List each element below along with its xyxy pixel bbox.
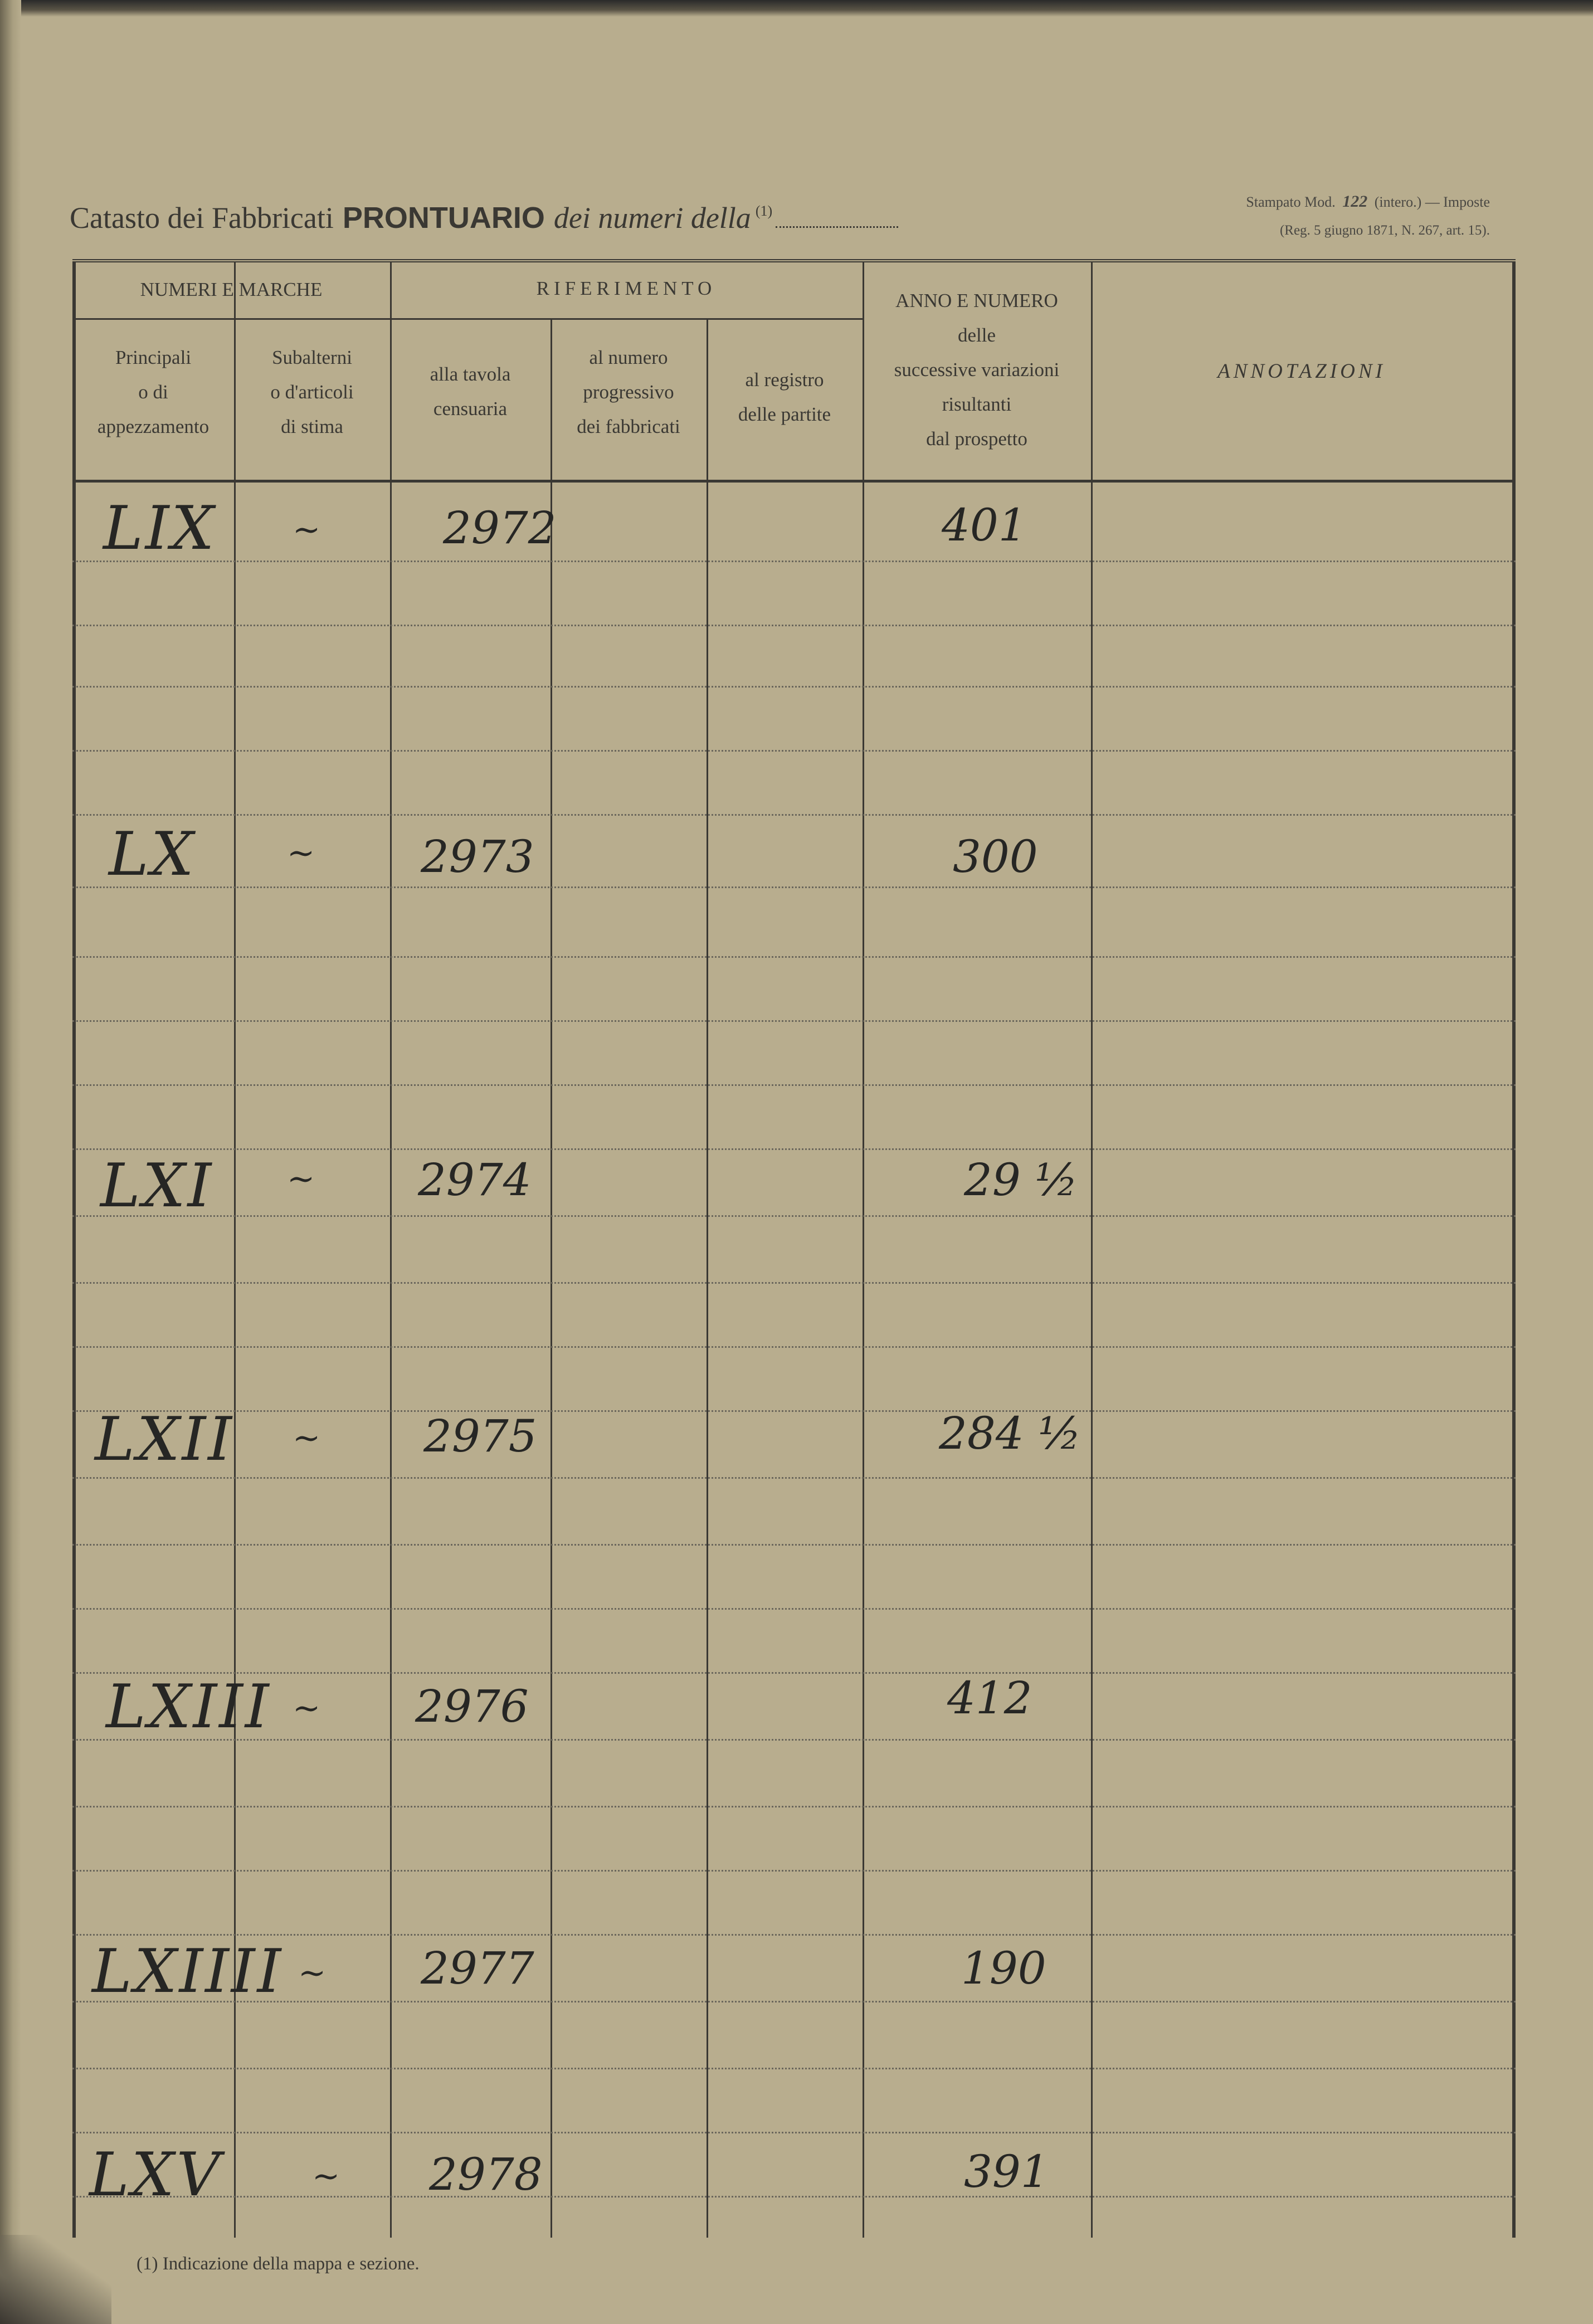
page-top-edge	[0, 0, 1593, 17]
entry-subalterno: ~	[287, 1159, 315, 1198]
header-principali-line1: Principali	[115, 347, 192, 368]
ruled-line	[72, 1672, 1516, 1674]
header-variazioni-line1: delle	[957, 324, 996, 346]
title-note-ref: (1)	[755, 203, 773, 219]
entry-principale: LXV	[89, 2140, 222, 2210]
ruled-line	[72, 886, 1516, 888]
ruled-line	[72, 1020, 1516, 1022]
ruled-line	[72, 956, 1516, 958]
header-progressivo-line3: dei fabbricati	[577, 416, 680, 437]
ruled-line	[72, 1934, 1516, 1936]
header-subalterni	[234, 340, 390, 444]
title-blank-line	[776, 226, 898, 228]
ruled-line	[72, 1544, 1516, 1546]
header-bottom-rule	[72, 480, 1516, 483]
entry-variazioni: 391	[964, 2146, 1049, 2198]
stamp-suffix: (intero.) — Imposte	[1374, 194, 1490, 210]
ruled-line	[72, 1282, 1516, 1284]
stamp-mod-number: 122	[1342, 192, 1368, 211]
entry-tavola: 2976	[415, 1680, 529, 1732]
entry-variazioni: 300	[953, 831, 1038, 883]
print-stamp-line2: (Reg. 5 giugno 1871, N. 267, art. 15).	[1279, 223, 1490, 238]
header-riferimento: RIFERIMENTO	[536, 277, 717, 299]
header-tavola	[390, 357, 551, 426]
entry-subalterno: ~	[293, 1689, 321, 1728]
entry-tavola: 2972	[443, 502, 557, 554]
header-registro-line1: al registro	[745, 369, 824, 391]
header-tavola-line2: censuaria	[433, 398, 508, 420]
entry-variazioni: 29 ½	[964, 1154, 1078, 1206]
title-bold: PRONTUARIO	[342, 201, 545, 235]
ruled-line	[72, 2001, 1516, 2003]
entry-tavola: 2977	[421, 1942, 534, 1994]
ruled-line	[72, 1346, 1516, 1348]
ruled-line	[72, 814, 1516, 816]
footnote: (1) Indicazione della mappa e sezione.	[137, 2254, 420, 2274]
ruled-line	[72, 2196, 1516, 2198]
entry-variazioni: 401	[942, 499, 1027, 551]
header-progressivo-line1: al numero	[589, 347, 668, 368]
col-divider-2	[390, 262, 392, 2238]
print-stamp-line1	[1246, 192, 1490, 211]
registry-table	[72, 259, 1516, 2238]
header-principali-line2: o di	[138, 381, 168, 403]
entry-tavola: 2978	[429, 2148, 543, 2200]
header-variazioni-line4: dal prospetto	[926, 428, 1027, 450]
header-tavola-line1: alla tavola	[430, 363, 511, 385]
entry-tavola: 2975	[423, 1410, 537, 1462]
title-plain: Catasto dei Fabbricati	[70, 201, 334, 235]
header-subalterni-line1: Subalterni	[272, 347, 352, 368]
ruled-line	[72, 1739, 1516, 1741]
ruled-line	[72, 750, 1516, 752]
page-corner-curl	[0, 2235, 111, 2324]
entry-principale: LXIII	[106, 1672, 271, 1742]
ruled-line	[72, 1215, 1516, 1217]
entry-tavola: 2974	[418, 1154, 532, 1206]
header-numeri-marche: NUMERI E MARCHE	[140, 279, 323, 300]
stamp-prefix: Stampato Mod.	[1246, 194, 1336, 210]
ruled-line	[72, 1477, 1516, 1479]
entry-subalterno: ~	[298, 1953, 327, 1992]
ruled-line	[72, 1410, 1516, 1412]
entry-variazioni: 284 ½	[939, 1407, 1082, 1459]
entry-principale: LXI	[100, 1151, 214, 1221]
col-divider-4	[707, 318, 708, 2238]
page-title	[70, 201, 898, 235]
header-subalterni-line3: di stima	[281, 416, 343, 437]
table-left-border	[72, 262, 76, 2238]
table-right-border	[1512, 262, 1516, 2238]
header-variazioni-line2: successive variazioni	[894, 359, 1060, 381]
header-subalterni-line2: o d'articoli	[270, 381, 354, 403]
col-divider-5	[863, 262, 864, 2238]
ruled-line	[72, 1870, 1516, 1872]
header-variazioni-line3: risultanti	[942, 393, 1012, 415]
header-principali-line3: appezzamento	[97, 416, 210, 437]
entry-subalterno: ~	[293, 510, 321, 549]
header-annotazioni: ANNOTAZIONI	[1217, 360, 1386, 383]
header-principali	[72, 340, 234, 444]
col-divider-6	[1091, 262, 1093, 2238]
ruled-line	[72, 561, 1516, 562]
header-registro	[707, 363, 863, 432]
header-progressivo-line2: progressivo	[583, 381, 674, 403]
entry-principale: LIX	[103, 494, 217, 563]
entry-subalterno: ~	[287, 834, 315, 873]
ruled-line	[72, 1806, 1516, 1807]
ruled-line	[72, 1608, 1516, 1610]
ruled-line	[72, 625, 1516, 626]
entry-principale: LXII	[95, 1405, 234, 1474]
entry-principale: LXIIII	[92, 1937, 284, 2006]
entry-principale: LX	[109, 820, 196, 889]
entry-subalterno: ~	[312, 2157, 340, 2196]
col-divider-3	[551, 318, 552, 2238]
header-anno-numero: ANNO E NUMERO	[895, 290, 1058, 311]
ruled-line	[72, 1148, 1516, 1150]
binding-edge	[0, 0, 21, 2324]
header-numero-progressivo	[551, 340, 707, 444]
group-rule-riferimento	[390, 318, 863, 320]
header-variazioni	[863, 318, 1091, 456]
ruled-line	[72, 686, 1516, 688]
entry-tavola: 2973	[421, 831, 534, 883]
ruled-line	[72, 2068, 1516, 2069]
header-registro-line2: delle partite	[738, 403, 831, 425]
title-italic: dei numeri della	[553, 201, 751, 235]
ruled-line	[72, 2132, 1516, 2133]
ruled-line	[72, 1084, 1516, 1086]
entry-variazioni: 190	[961, 1942, 1046, 1994]
entry-subalterno: ~	[293, 1419, 321, 1458]
entry-variazioni: 412	[947, 1672, 1032, 1724]
group-rule-numeri	[72, 318, 390, 320]
